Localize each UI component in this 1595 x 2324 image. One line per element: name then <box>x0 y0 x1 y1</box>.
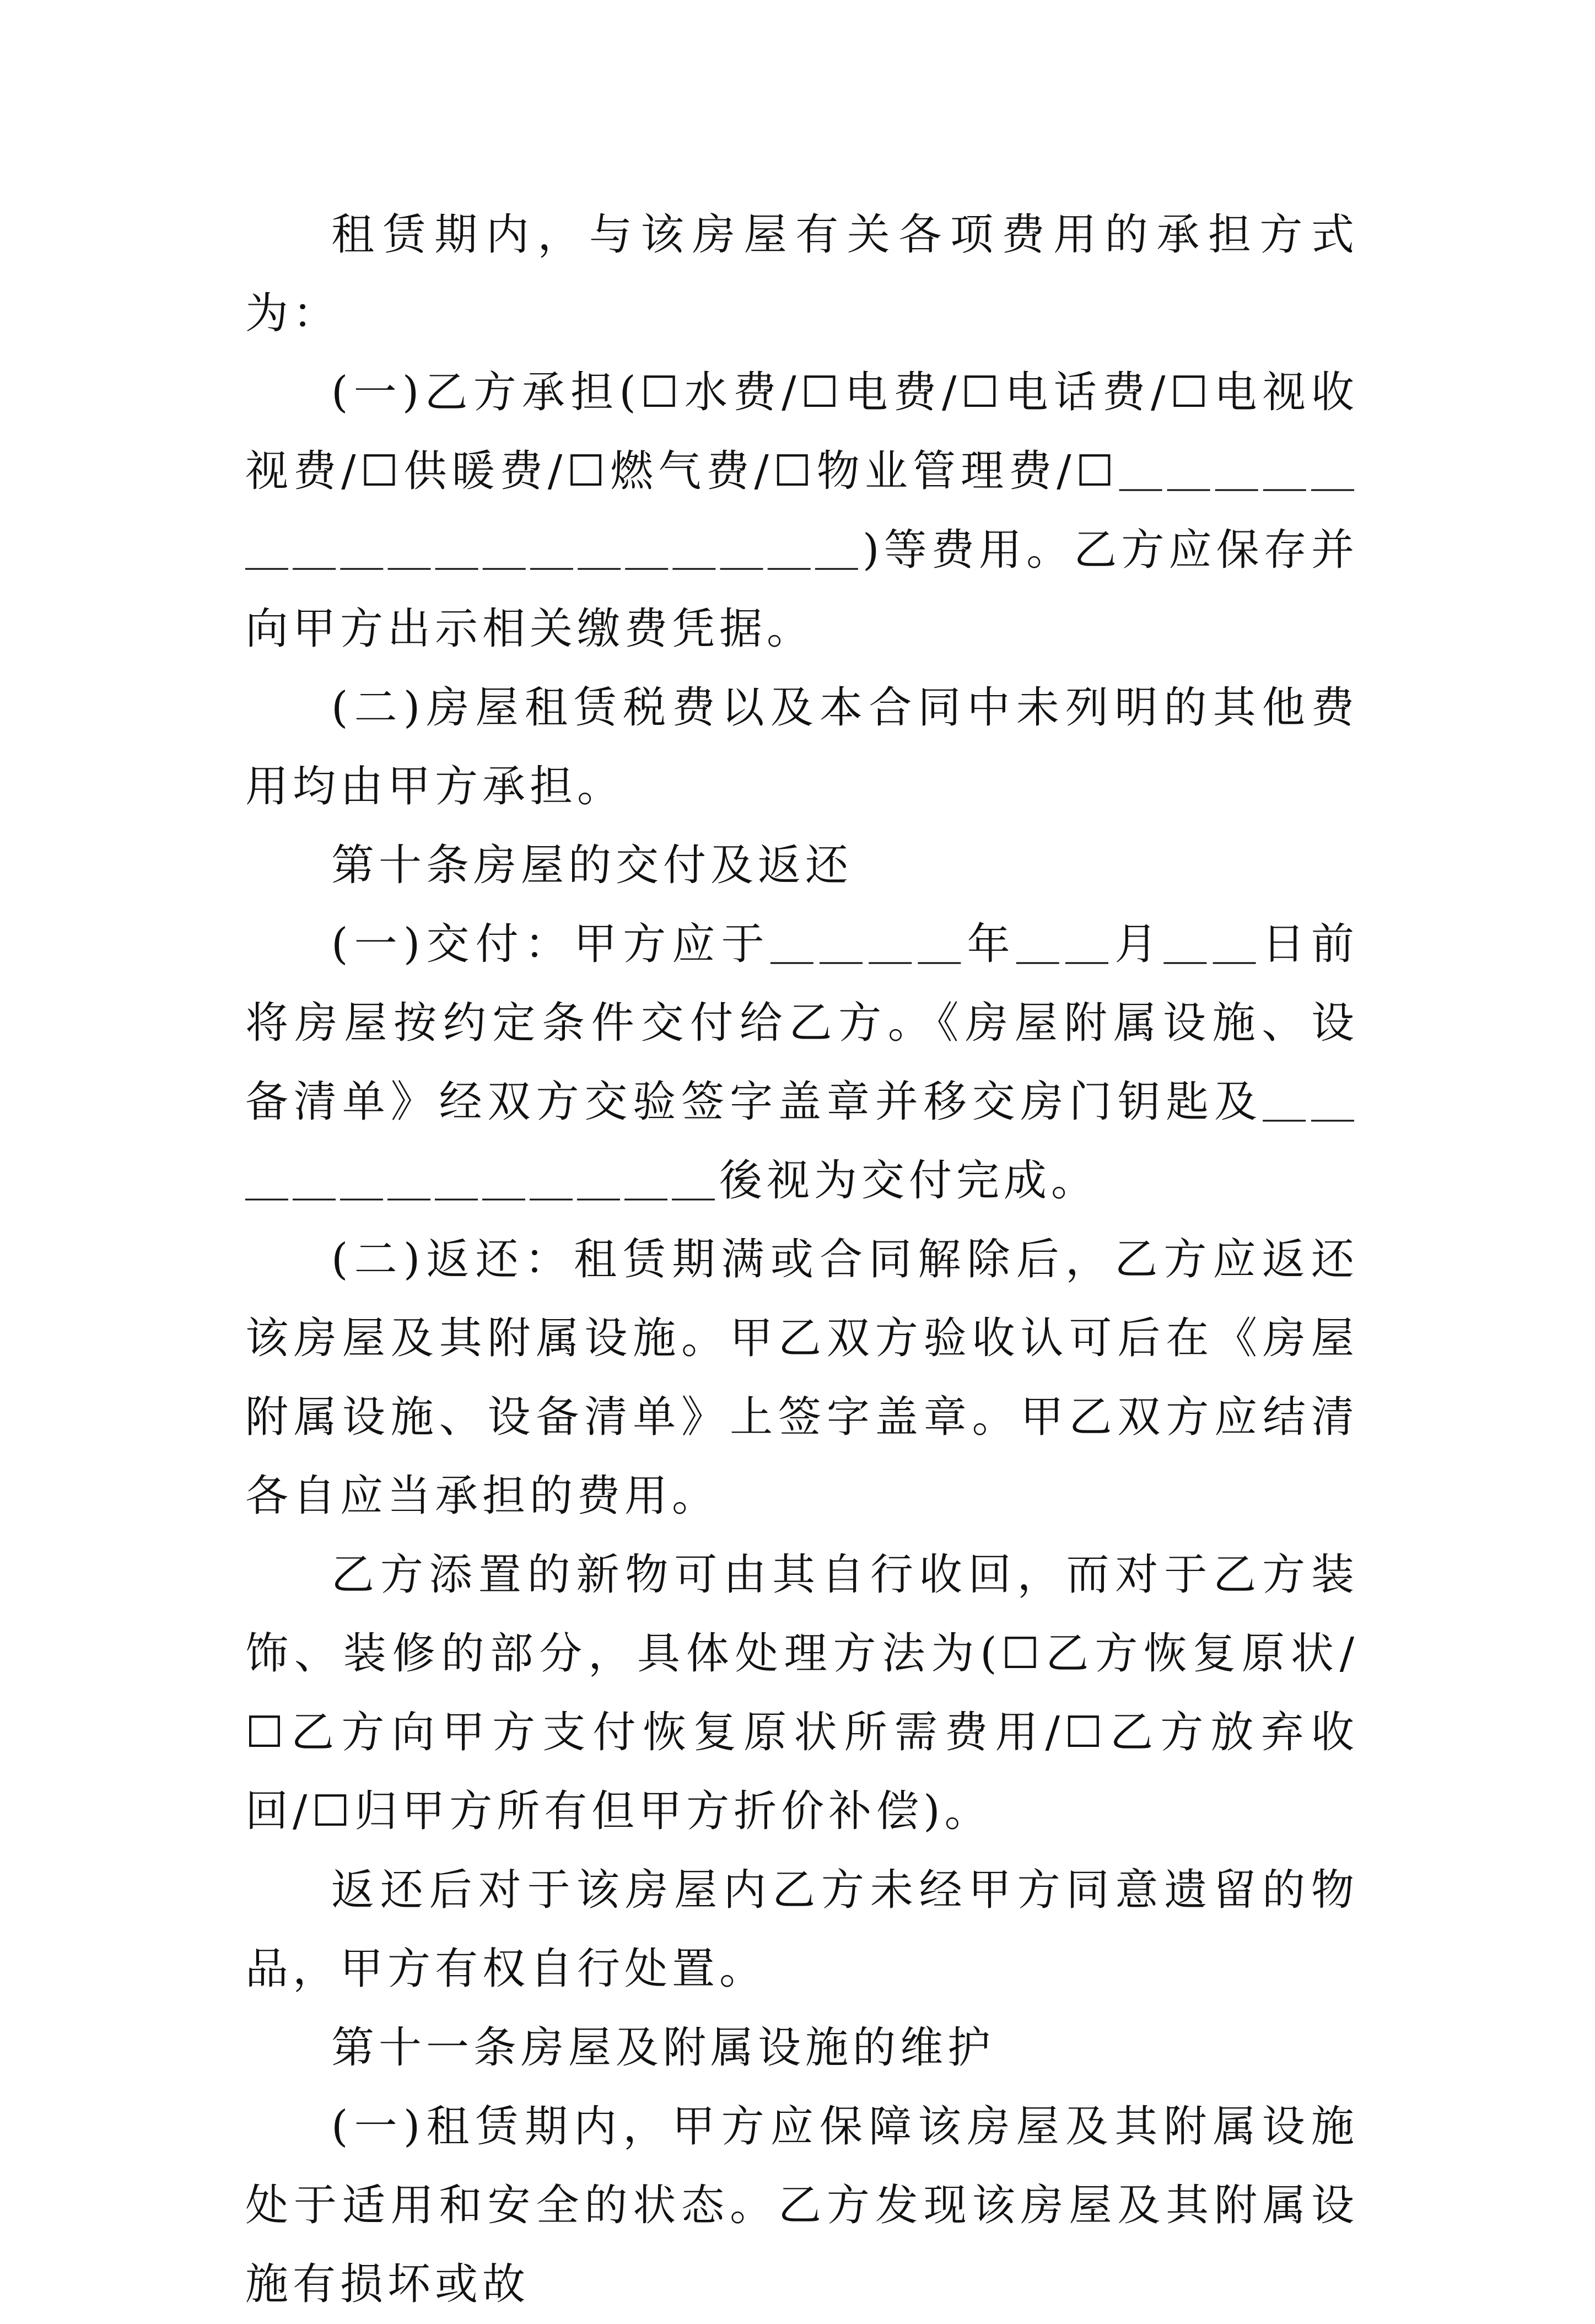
paragraph-additions: 乙方添置的新物可由其自行收回，而对于乙方装饰、装修的部分，具体处理方法为(☐乙方恢复原状/☐乙方向甲方支付恢复原状所需费用/☐乙方放弃收回/☐归甲方所有但甲方折价补偿)。 <box>245 1550 1359 1836</box>
paragraph-delivery: (一)交付：甲方应于＿＿＿＿年＿＿月＿＿日前将房屋按约定条件交付给乙方。《房屋附属设施、设备清单》经双方交验签字盖章并移交房门钥匙及＿＿＿＿＿＿＿＿＿＿＿＿後视为交付完成。 <box>245 919 1359 1206</box>
section-heading-article-10: 第十条房屋的交付及返还 <box>331 841 853 890</box>
paragraph-return: (二)返还：租赁期满或合同解除后，乙方应返还该房屋及其附属设施。甲乙双方验收认可后在《房屋附属设施、设备清单》上签字盖章。甲乙双方应结清各自应当承担的费用。 <box>245 1235 1359 1521</box>
paragraph-fees-tenant: (一)乙方承担(☐水费/☐电费/☐电话费/☐电视收视费/☐供暖费/☐燃气费/☐物业管理费/☐＿＿＿＿＿＿＿＿＿＿＿＿＿＿＿＿＿＿)等费用。乙方应保存并向甲方出示相关缴费凭据。 <box>245 368 1359 654</box>
paragraph-maintenance: (一)租赁期内，甲方应保障该房屋及其附属设施处于适用和安全的状态。乙方发现该房屋及其附属设施有损坏或故 <box>245 2102 1359 2309</box>
contract-body <box>245 196 1359 2324</box>
paragraph-fees-intro: 租赁期内，与该房屋有关各项费用的承担方式为： <box>245 210 1359 338</box>
paragraph-left-items: 返还后对于该房屋内乙方未经甲方同意遗留的物品，甲方有权自行处置。 <box>245 1865 1359 1994</box>
section-heading-article-11: 第十一条房屋及附属设施的维护 <box>331 2023 995 2073</box>
paragraph-fees-landlord: (二)房屋租赁税费以及本合同中未列明的其他费用均由甲方承担。 <box>245 683 1359 811</box>
